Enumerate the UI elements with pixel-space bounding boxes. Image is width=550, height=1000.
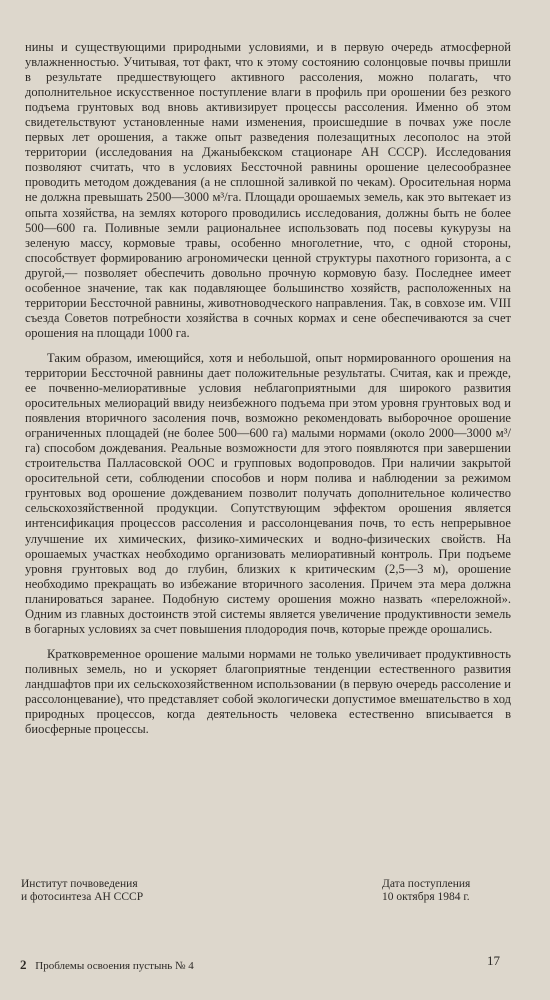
author-affiliation (21, 878, 211, 904)
received-date-block (382, 878, 502, 904)
affiliation-line-2: и фотосинтеза АН СССР (21, 891, 144, 903)
affiliation-line-1: Институт почвоведения (21, 878, 138, 890)
paragraph-continued: нины и существующими природными условиями, и в первую очередь атмосферной увлажненностью. Учитывая, тот факт, что к этому состоянию солонцовые почвы пришли в результате предшествующего активного рассоления, можно полагать, что дополнительное искусственное поступление влаги в профиль при орошении без резкого подъема грунтовых вод вновь активизирует процессы рассоления. Именно об этом свидетельствуют установленные нами изменения, происшедшие в почвах уже после первых лет орошения, а также опыт разведения полезащитных лесополос на этой территории (исследования на Джаныбекском стационаре АН СССР). Исследования позволяют считать, что в условиях Бессточной равнины орошение целесообразнее проводить методом дождевания (а не сплошной заливкой по чекам). Оросительная норма не должна превышать 2500—3000 м³/га. Площади орошаемых земель, как это вытекает из опыта хозяйства, на землях которого проводились исследования, должны быть не более 500—600 га. Поливные земли рациональнее использовать под посевы кукурузы на зеленую массу, кормовые травы, особенно многолетние, что, с одной стороны, способствует формированию агрономически ценной структуры пахотного горизонта, а с другой,— позволяет обеспечить довольно прочную кормовую базу. Последнее имеет особенное значение, так как подавляющее большинство хозяйств, расположенных на территории Бессточной равнины, животноводческого направления. Так, в совхозе им. VIII съезда Советов потребности хозяйства в сочных кормах и сене обеспечиваются за счет орошения на площади 1000 га. (25, 40, 511, 340)
received-date: 10 октября 1984 г. (382, 891, 470, 903)
printer-signature (20, 957, 194, 973)
paragraph-final: Кратковременное орошение малыми нормами не только увеличивает продуктивность поливных земель, но и ускоряет благоприятные тенденции естественного развития ландшафтов при их сельскохозяйственном использовании (в первую очередь рассоление и рассолонцевание), что представляет собой экологически допустимое вмешательство в ход природных процессов, когда деятельность человека естественно вписывается в биосферные процессы. (25, 646, 511, 737)
sheet-number: 2 (20, 957, 27, 972)
received-label: Дата поступления (382, 878, 471, 890)
journal-name: Проблемы освоения пустынь № 4 (35, 960, 194, 972)
paragraph-conclusion: Таким образом, имеющийся, хотя и небольшой, опыт нормированного орошения на территории Бессточной равнины дает положительные результаты. Считая, как и прежде, ее почвенно-мелиоративные условия неблагоприятными для широкого развития оросительных мелиораций ввиду неизбежного подъема при этом уровня грунтовых вод и появления вторичного засоления почв, возможно рекомендовать выборочное орошение ограниченных площадей (не более 500—600 га) малыми нормами (около 2000—3000 м³/га) способом дождевания. Реальные возможности для этого появляются при завершении строительства Палласовской ООС и групповых водопроводов. При наличии закрытой оросительной сети, соблюдении способов и норм полива и наблюдении за режимом грунтовых вод орошение дождеванием позволит получать дополнительное количество сельскохозяйственной продукции. Сопутствующим эффектом орошения является интенсификация процессов рассоления и рассолонцевания почв, то есть непрерывное улучшение их химических, физико-химических и водно-физических свойств. На орошаемых участках необходимо организовать мелиоративный контроль. При подъеме уровня грунтовых вод до глубин, близких к критическим (2,5—3 м), орошение необходимо прекращать во избежание вторичного засоления. Причем эта мера должна планироваться заранее. Подобную систему орошения можно назвать «переложной». Одним из главных достоинств этой системы является увеличение продуктивности земель в богарных условиях за счет повышения плодородия почв, которые прежде орошались. (25, 350, 511, 636)
page-number: 17 (487, 953, 500, 968)
article-body (25, 40, 511, 737)
